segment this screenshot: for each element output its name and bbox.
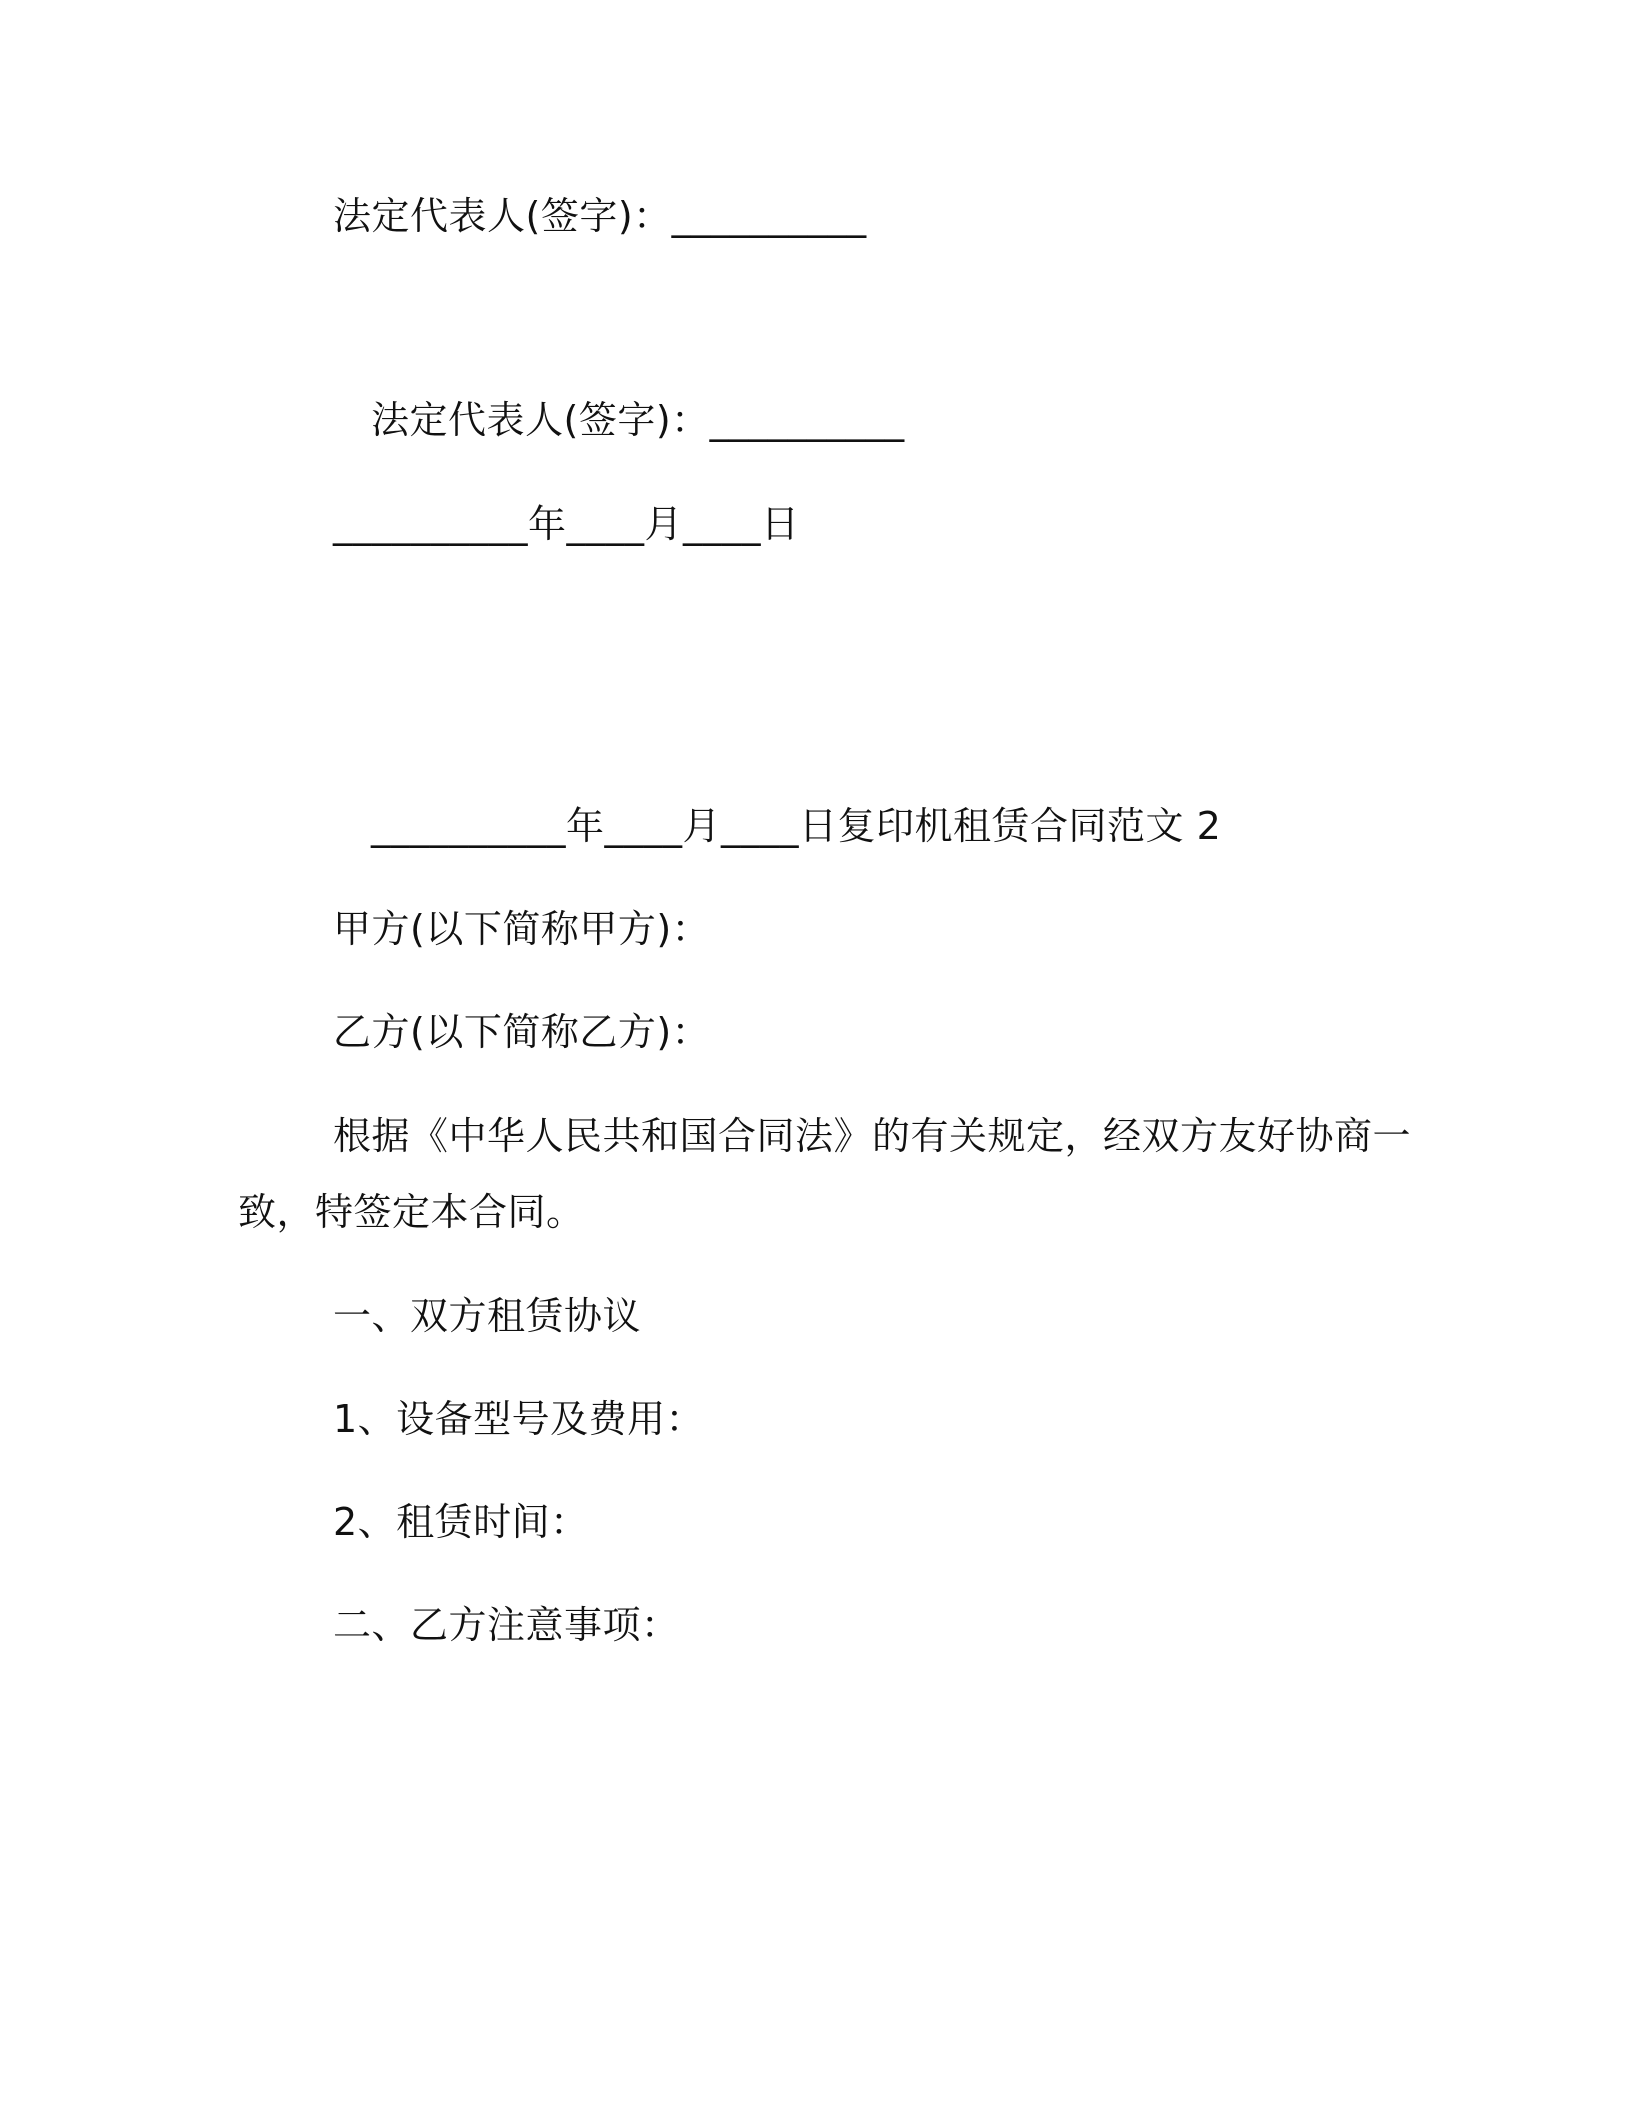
party-b-line: 乙方(以下简称乙方)： [333, 1010, 711, 1054]
list-item-1: 1、设备型号及费用： [333, 1397, 705, 1441]
signature-line-1: 法定代表人(签字)：__________ [333, 194, 867, 238]
list-item-2: 2、租赁时间： [333, 1500, 589, 1544]
intro-paragraph-line-2: 致，特签定本合同。 [238, 1190, 585, 1234]
intro-paragraph-line-1: 根据《中华人民共和国合同法》的有关规定，经双方友好协商一 [333, 1114, 1412, 1158]
contract-title-line: __________年____月____日复印机租赁合同范文 2 [371, 804, 1222, 848]
date-line: __________年____月____日 [333, 502, 800, 546]
signature-line-2: 法定代表人(签字)：__________ [371, 398, 905, 442]
section-heading-1: 一、双方租赁协议 [333, 1294, 642, 1338]
section-heading-2: 二、乙方注意事项： [333, 1603, 680, 1647]
party-a-line: 甲方(以下简称甲方)： [333, 907, 711, 951]
